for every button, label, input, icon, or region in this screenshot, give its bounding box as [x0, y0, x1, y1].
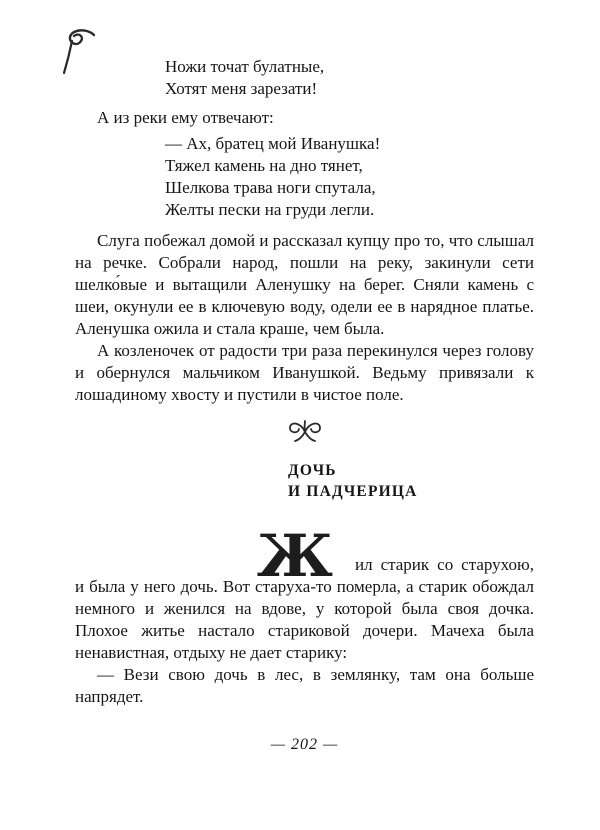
pen-flourish-icon: [60, 28, 100, 78]
story-title: [288, 460, 534, 502]
narration-paragraph: А из реки ему отвечают:: [97, 108, 274, 127]
song-verse-reply: [165, 133, 534, 221]
story-title-line: ДОЧЬ: [288, 462, 337, 479]
floral-divider-icon: [75, 418, 534, 446]
story-title-line: И ПАДЧЕРИЦА: [288, 483, 418, 500]
verse-line: Хотят меня зарезати!: [165, 79, 318, 98]
page-number: — 202 —: [270, 736, 339, 753]
ornamental-initial: Ж: [256, 522, 333, 590]
speech-paragraph: — Вези свою дочь в лес, в землянку, там она больше напрядет.: [75, 665, 534, 706]
story-opening-paragraph: [75, 522, 534, 664]
dropcap-spacer: [75, 522, 333, 590]
verse-line: Ножи точат булатные,: [165, 57, 325, 76]
song-verse-first: [165, 56, 534, 100]
opening-text: ил старик со старухою, и была у него дочь. Вот старуха-то померла, а старик обождал немного и женился на вдове, у которой была своя дочка. Плохое житье настало стариковой дочери. Мачеха была ненавистная, отдыху не дает старику:: [75, 555, 534, 662]
verse-line: — Ах, братец мой Иванушка!: [165, 134, 381, 153]
narration-paragraph: Слуга побежал домой и рассказал купцу про то, что слышал на речке. Собрали народ, пошли на реку, закинули сети шелко́вые и вытащили Аленушку на берег. Сняли камень с шеи, окунули ее в ключевую воду, одели ее в нарядное платье. Аленушка ожила и стала краше, чем была.: [75, 231, 534, 338]
verse-line: Желты пески на груди легли.: [165, 200, 375, 219]
narration-paragraph: А козленочек от радости три раза перекинулся через голову и обернулся мальчиком Иванушкой. Ведьму привязали к лошадиному хвосту и пустили в чистое поле.: [75, 341, 534, 404]
verse-line: Тяжел камень на дно тянет,: [165, 156, 363, 175]
page-text-column: [75, 56, 534, 756]
verse-line: Шелкова трава ноги спутала,: [165, 178, 376, 197]
